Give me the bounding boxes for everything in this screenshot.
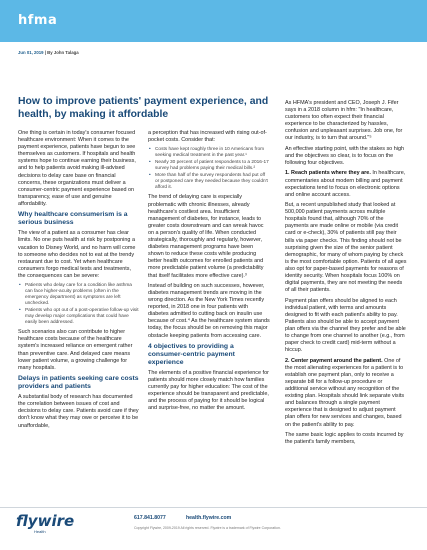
bullet-item: • Costs have kept roughly three in 10 Americans from seeking medical treatment in the past year.¹ xyxy=(155,147,270,159)
article-byline: By John Talaga xyxy=(47,50,79,55)
column-3 xyxy=(285,100,407,449)
objective-lead: 1. Reach patients where they are. xyxy=(285,170,371,177)
article-date: Jun 01, 2019 xyxy=(18,50,44,55)
meta-separator: | xyxy=(43,50,48,55)
paragraph: Payment plan offers should be aligned to each individual patient, with terms and amounts designed to fit with each patient's ability to pay. Patients also should be able to accept payment plan offers via the channel they prefer and be able to change from one channel to another (e.g., from paper check to credit card) mid-term without a hiccup. xyxy=(285,297,406,354)
flywire-logo-word: flywire xyxy=(16,512,75,530)
section-heading: Why healthcare consumerism is a serious business xyxy=(18,211,128,227)
paragraph: Such scenarios also can contribute to higher healthcare costs because of the healthcare system's increased reliance on emergent rather than preventive care. And delayed care means lower patient volume, a growing challenge for many hospitals. xyxy=(18,329,133,371)
header-band xyxy=(0,0,427,42)
footer-website-link[interactable]: health.flywire.com xyxy=(186,515,232,521)
paragraph: The trend of delaying care is especially problematic with chronic illnesses, already healthcare's costliest area. Insufficient management of diabetes, for instance, leads to greater costs downstream and can wreak havoc on a person's quality of life. When conducted strategically, thoroughly and regularly, however, diabetes management programs have been shown to reduce these costs while producing better health outcomes for enrolled patients and more predictable patient volume (a predictability that itself facilitates more effective care).³ xyxy=(148,194,264,279)
objective-lead: 2. Center payment around the patient. xyxy=(285,357,383,364)
hfma-logo: hfma xyxy=(18,13,58,28)
paragraph: Instead of building on such successes, however, diabetes management trends are moving in the wrong direction. As the New York Times recently reported, in 2018 one in four patients with diabetes admitted to cutting back on insulin use because of cost.⁴ As the healthcare system stands today, the focus should be on removing this major obstacle keeping patients from accessing care. xyxy=(148,282,270,339)
column-2 xyxy=(148,130,270,416)
paragraph: As HFMA's president and CEO, Joseph J. Fifer says in a 2018 column in hfm: "In healthcare, customers too often expect their financial experience to be characterized by hassles, confusion and unpleasant surprises. Job one, for our industry, is to turn that around."⁵ xyxy=(285,100,403,142)
objective-text: In healthcare, commentaries about modern billing and payment expectations tend to focus on electronic options and online account access. xyxy=(285,170,406,198)
bullet-item: • Nearly 30 percent of patient respondents to a 2016-17 survey had problems paying their medical bills.² xyxy=(155,160,270,172)
bullet-item: • More than half of the survey respondents had put off or postponed care they needed because they couldn't afford it. xyxy=(155,173,270,191)
paragraph: a perception that has increased with rising out-of-pocket costs. Consider that: xyxy=(148,130,267,144)
flywire-logo-sub: Health xyxy=(34,529,46,534)
paragraph: One thing is certain in today's consumer focused healthcare environment: When it comes to the payment experience, patients have begun to see themselves as customers. If hospitals and health systems hope to continue earning their business, and to help patients avoid making ill-advised decisions to delay care base on financial concerns, these organizations must deliver a consumer-centric payment experience based on transparency, ease of use and genuine affordability. xyxy=(18,130,136,207)
footer-copyright: Copyright Flywire, 2009-2019 All rights reserved. Flywire is a trademark of Flywire Corporation. xyxy=(134,526,281,530)
paragraph: A substantial body of research has documented the correlation between issues of cost and decisions to delay care. Patients avoid care if they don't know what they may owe or perceive it to be unaffordable, xyxy=(18,394,139,429)
bullet-list xyxy=(18,283,140,326)
paragraph: The elements of a positive financial experience for patients should more closely match how families currently pay for higher education: The cost of the experience should be transparent and predictable, and the process of paying for it should be logical and surprise-free, no matter the amount. xyxy=(148,369,269,412)
objective-2 xyxy=(285,358,407,429)
flywire-logo xyxy=(16,512,86,538)
article-meta xyxy=(18,50,79,55)
paragraph: The same basic logic applies to costs incurred by the patient's family members, xyxy=(285,431,404,445)
bullet-item: • Patients who opt out of a post-operative follow-up visit may develop major complications that could have easily been addressed. xyxy=(25,308,140,326)
footer-phone[interactable]: 617.841.8077 xyxy=(134,515,166,521)
section-heading: Delays in patients seeking care costs providers and patients xyxy=(18,375,139,391)
section-heading: 4 objectives to providing a consumer-centric payment experience xyxy=(148,342,235,366)
objective-1 xyxy=(285,170,407,198)
bullet-item: • Patients who delay care for a condition like asthma can face higher-acuity problems (often in the emergency department) as symptoms are left unchecked. xyxy=(25,283,140,307)
paragraph: But, a recent unpublished study that looked at 500,000 patient payments across multiple hospitals found that, although 70% of the payments are made online or mobile (via credit card or e-check), 30% of patients still pay their bills via paper checks. This finding should not be surprising given the size of the senior patient demographic, for many of whom paying by check is the most comfortable option. Patients of all ages also opt for paper-based payments for reasons of identity security. When hospitals focus 100% on digital payments, they are not meeting the needs of all their patients. xyxy=(285,202,407,294)
article-title: How to improve patients' payment experience, and health, by making it affordable xyxy=(18,96,269,120)
bullet-list xyxy=(148,147,270,191)
paragraph: An effective starting point, with the stakes so high and the objectives so clear, is to focus on the following four objectives. xyxy=(285,145,404,167)
column-1 xyxy=(18,130,140,433)
paragraph: The view of a patient as a consumer has clear limits. No one puts health at risk by postponing a vacation to Disney World, and no harm will come to someone who decides not to eat at the trendy restaurant due to cost. Yet when healthcare consumers forgo medical tests and treatments, the consequences can be severe: xyxy=(18,230,136,279)
footer-divider xyxy=(0,507,427,508)
objective-text: One of the most alienating experiences for a patient is to establish one payment plan, only to receive a separate bill for a follow-up procedure or additional service without any recognition of the existing plan. Hospitals should link separate visits and balances through a single payment experience that is designed to adjust payment plan offers for new services and changes, based on the patient's ability to pay. xyxy=(285,357,405,428)
